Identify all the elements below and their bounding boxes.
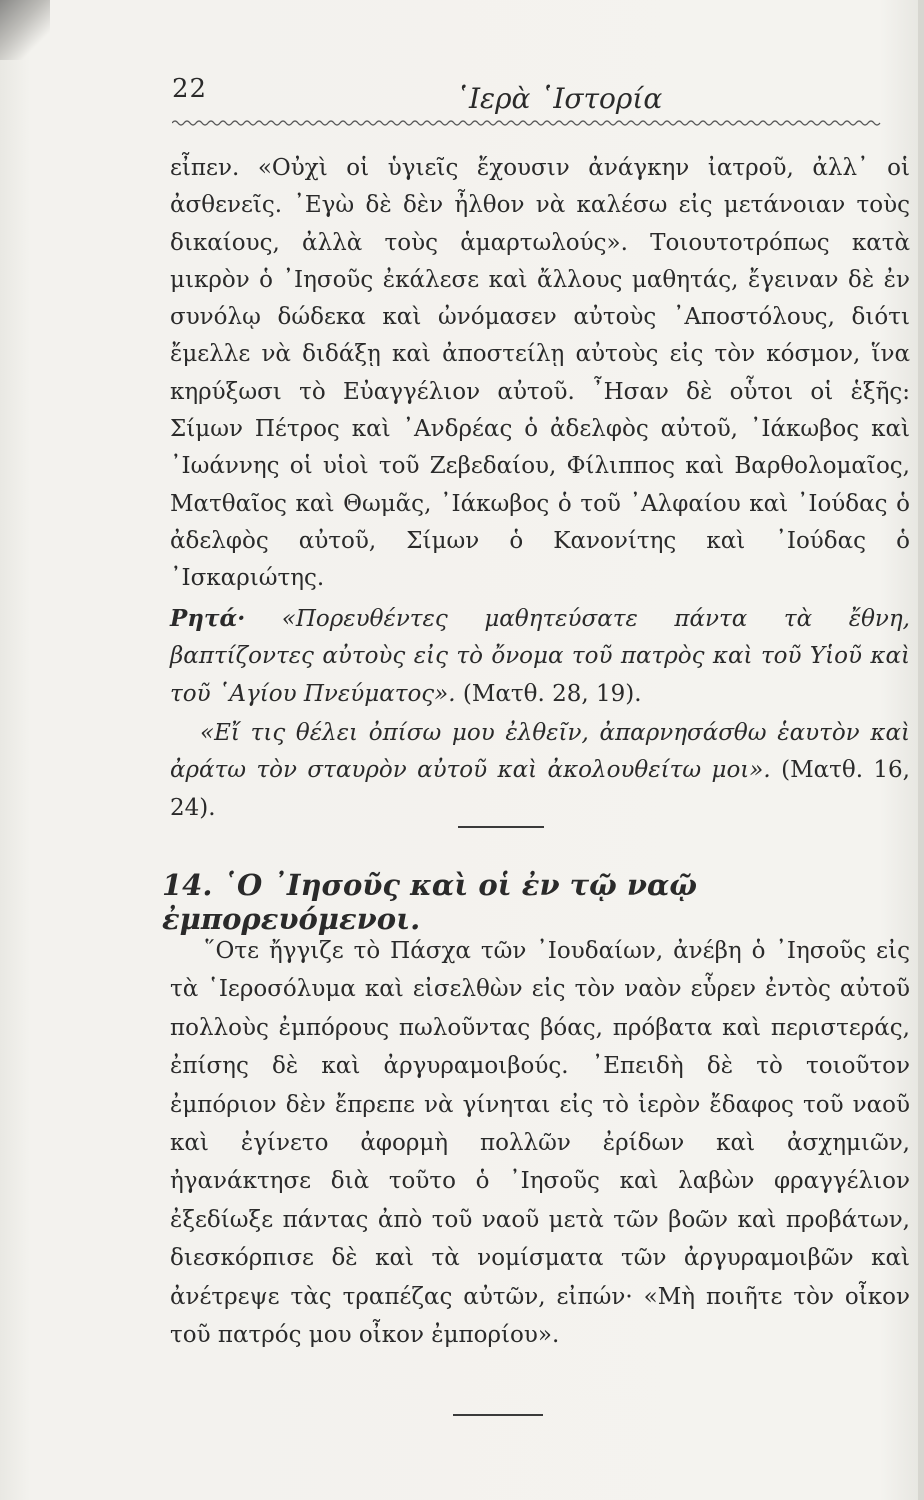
- section-divider: [458, 826, 544, 828]
- page-edge: [918, 0, 924, 1500]
- rhta-label: Ρητά·: [170, 605, 246, 632]
- header-wavy-rule: [172, 118, 916, 128]
- scripture-quote-1: [170, 600, 910, 713]
- quote2-reference: (Ματθ. 16, 24).: [170, 757, 910, 821]
- quote2-text: «Εἴ τις θέλει ὀπίσω μου ἐλθεῖν, ἀπαρνησάσθω ἑαυτὸν καὶ ἀράτω τὸν σταυρὸν αὐτοῦ καὶ ἀκολουθείτω μοι».: [170, 720, 910, 784]
- page-corner-shadow: [0, 0, 50, 60]
- rhta-text: «Πορευθέντες μαθητεύσατε πάντα τὰ ἔθνη, βαπτίζοντες αὐτοὺς εἰς τὸ ὄνομα τοῦ πατρὸς καὶ τοῦ Υἱοῦ καὶ τοῦ ῾Αγίου Πνεύματος».: [170, 606, 910, 707]
- scripture-quote-2: [170, 715, 910, 827]
- end-divider: [453, 1414, 543, 1416]
- page-number: 22: [172, 74, 208, 104]
- section-heading: 14. ῾Ο ᾿Ιησοῦς καὶ οἱ ἐν τῷ ναῷ ἐμπορευόμενοι.: [162, 868, 697, 936]
- running-title: ῾Ιερὰ ῾Ιστορία: [455, 82, 663, 115]
- rhta-reference: (Ματθ. 28, 19).: [455, 680, 642, 707]
- paragraph-temple: ῞Οτε ἤγγιζε τὸ Πάσχα τῶν ᾿Ιουδαίων, ἀνέβη ὁ ᾿Ιησοῦς εἰς τὰ ῾Ιεροσόλυμα καὶ εἰσελθὼν εἰς τὸν ναὸν εὗρεν ἐντὸς αὐτοῦ πολλοὺς ἐμπόρους πωλοῦντας βόας, πρόβατα καὶ περιστεράς, ἐπίσης δὲ καὶ ἀργυραμοιβούς. ᾿Επειδὴ δὲ τὸ τοιοῦτον ἐμπόριον δὲν ἔπρεπε νὰ γίνηται εἰς τὸ ἱερὸν ἔδαφος τοῦ ναοῦ καὶ ἐγίνετο ἀφορμὴ πολλῶν ἐρίδων καὶ ἀσχημιῶν, ἠγανάκτησε διὰ τοῦτο ὁ ᾿Ιησοῦς καὶ λαβὼν φραγγέλιον ἐξεδίωξε πάντας ἀπὸ τοῦ ναοῦ μετὰ τῶν βοῶν καὶ προβάτων, διεσκόρπισε δὲ καὶ τὰ νομίσματα τῶν ἀργυραμοιβῶν καὶ ἀνέτρεψε τὰς τραπέζας αὐτῶν, εἰπών· «Μὴ ποιῆτε τὸν οἶκον τοῦ πατρός μου οἶκον ἐμπορίου».: [170, 938, 910, 1349]
- paragraph-apostles: εἶπεν. «Οὐχὶ οἱ ὑγιεῖς ἔχουσιν ἀνάγκην ἰατροῦ, ἀλλ᾽ οἱ ἀσθενεῖς. ᾿Εγὼ δὲ δὲν ἦλθον νὰ καλέσω εἰς μετάνοιαν τοὺς δικαίους, ἀλλὰ τοὺς ἁμαρτωλούς». Τοιουτοτρόπως κατὰ μικρὸν ὁ ᾿Ιησοῦς ἐκάλεσε καὶ ἄλλους μαθητάς, ἔγειναν δὲ ἐν συνόλῳ δώδεκα καὶ ὠνόμασεν αὐτοὺς ᾿Αποστόλους, διότι ἔμελλε νὰ διδάξῃ καὶ ἀποστείλῃ αὐτοὺς εἰς τὸν κόσμον, ἵνα κηρύξωσι τὸ Εὐαγγέλιον αὐτοῦ. ῏Ησαν δὲ οὗτοι οἱ ἑξῆς: Σίμων Πέτρος καὶ ᾿Ανδρέας ὁ ἀδελφὸς αὐτοῦ, ᾿Ιάκωβος καὶ ᾿Ιωάννης οἱ υἱοὶ τοῦ Ζεβεδαίου, Φίλιππος καὶ Βαρθολομαῖος, Ματθαῖος καὶ Θωμᾶς, ᾿Ιάκωβος ὁ τοῦ ᾿Αλφαίου καὶ ᾿Ιούδας ὁ ἀδελφὸς αὐτοῦ, Σίμων ὁ Κανονίτης καὶ ᾿Ιούδας ὁ ᾿Ισκαριώτης.: [170, 155, 910, 592]
